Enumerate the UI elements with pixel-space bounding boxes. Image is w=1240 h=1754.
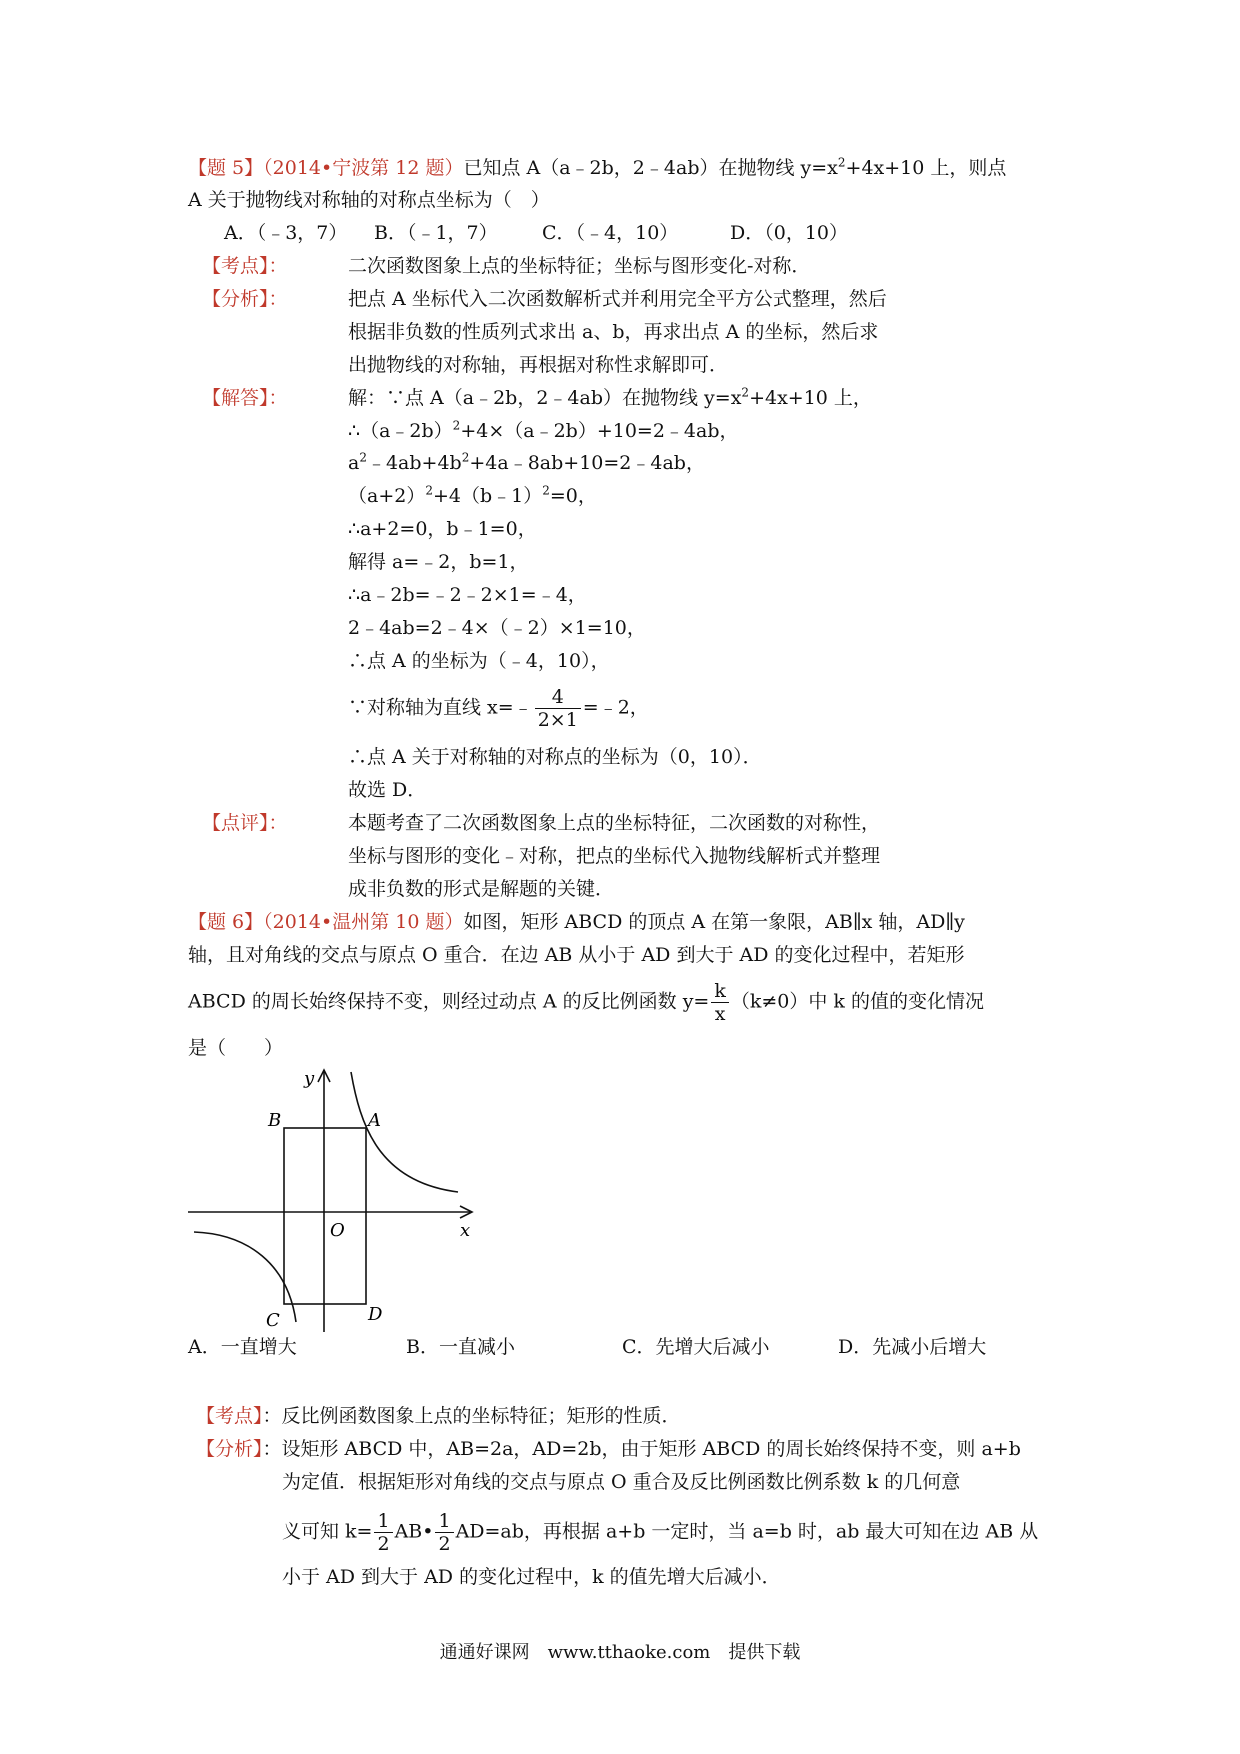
q5-sol3-b: ﹣4ab+4b	[366, 452, 462, 474]
q5-dianping-line3: 成非负数的形式是解题的关键．	[348, 878, 615, 900]
q6-fenxi3-a: 义可知 k=	[282, 1520, 373, 1543]
q6-source: （2014•温州第 10 题）	[263, 911, 464, 933]
q6-fenxi-line2: 为定值．根据矩形对角线的交点与原点 O 重合及反比例函数比例系数 k 的几何意	[282, 1471, 961, 1493]
q5-solution-line6: 解得 a=﹣2，b=1，	[348, 551, 529, 573]
q6-stem3-fraction	[711, 980, 729, 1025]
q5-sol3-sup1: 2	[359, 450, 367, 465]
q5-sol2-sup: 2	[452, 418, 461, 433]
q6-tag: 【题 6】	[188, 911, 264, 933]
x-axis	[188, 1206, 472, 1218]
page-footer: 通通好课网 www.tthaoke.com 提供下载	[439, 1642, 801, 1663]
q6-fenxi-tag: 【分析】	[196, 1438, 263, 1460]
q5-sol4-sup2: 2	[542, 483, 550, 498]
q5-sol3-sup2: 2	[461, 450, 470, 465]
q5-sol4-c: =0，	[549, 485, 597, 507]
q5-sol10-denominator: 2×1	[537, 709, 578, 731]
q5-dianping-line2: 坐标与图形的变化﹣对称，把点的坐标代入抛物线解析式并整理	[348, 845, 881, 867]
q5-sol10-b: =﹣2，	[582, 696, 649, 719]
q5-kaodian-text: 二次函数图象上点的坐标特征；坐标与图形变化-对称．	[348, 255, 811, 277]
q5-solution-line8: 2﹣4ab=2﹣4×（﹣2）×1=10，	[348, 617, 646, 639]
q6-fenxi3-fraction1-den: 2	[377, 1533, 390, 1555]
q5-sol10-numerator: 4	[535, 686, 581, 709]
q5-solution-line4	[348, 484, 597, 508]
q5-stem-text-a: 已知点 A（a﹣2b，2﹣4ab）在抛物线 y=x	[463, 157, 838, 179]
q5-solution-line9: ∴点 A 的坐标为（﹣4，10），	[348, 650, 610, 672]
q5-sol4-b: +4（b﹣1）	[432, 485, 543, 507]
q6-stem-line1	[188, 910, 965, 934]
q6-stem3-a: ABCD 的周长始终保持不变，则经过动点 A 的反比例函数 y=	[188, 990, 710, 1013]
q6-figure	[188, 1064, 488, 1334]
q5-fenxi-line1: 把点 A 坐标代入二次函数解析式并利用完全平方公式整理，然后	[348, 288, 887, 310]
label-o: O	[330, 1220, 345, 1241]
label-y: y	[304, 1068, 315, 1089]
q5-sol1-b: +4x+10 上，	[749, 387, 872, 409]
q5-dianping-line1: 本题考查了二次函数图象上点的坐标特征，二次函数的对称性，	[348, 812, 881, 834]
q6-fenxi3-fraction2	[435, 1510, 453, 1555]
q5-sol10-fraction	[535, 686, 581, 731]
q6-fenxi-text1: ：设矩形 ABCD 中，AB=2a，AD=2b，由于矩形 ABCD 的周长始终保持不变，则 a+b	[262, 1438, 1021, 1460]
q5-sol4-a: （a+2）	[348, 485, 426, 507]
q5-choice-b: B．（﹣1，7）	[374, 222, 498, 244]
y-axis	[318, 1070, 330, 1332]
q5-solution-line2	[348, 419, 739, 443]
q5-solution-line7: ∴a﹣2b=﹣2﹣2×1=﹣4，	[348, 584, 587, 606]
q6-kaodian	[196, 1404, 681, 1428]
q5-sol1-sup: 2	[741, 385, 750, 400]
q6-stem-line2: 轴，且对角线的交点与原点 O 重合．在边 AB 从小于 AD 到大于 AD 的变化过程中，若矩形	[188, 944, 965, 966]
q6-fenxi3-fraction1-num: 1	[374, 1510, 392, 1533]
q5-solution-line5: ∴a+2=0，b﹣1=0，	[348, 518, 537, 540]
q5-sol2-a: ∴（a﹣2b）	[348, 420, 453, 442]
q6-fenxi3-b: AB•	[394, 1520, 434, 1543]
q5-kaodian-tag: 【考点】：	[202, 255, 288, 277]
q6-choice-d: D．先减小后增大	[838, 1336, 987, 1358]
q5-fenxi-tag: 【分析】：	[202, 288, 288, 310]
q6-fenxi3-fraction2-den: 2	[438, 1533, 451, 1555]
hyperbola-branch-lower	[194, 1232, 296, 1322]
label-x: x	[460, 1220, 471, 1241]
q5-source: （2014•宁波第 12 题）	[263, 157, 464, 179]
q5-sol4-sup1: 2	[425, 483, 433, 498]
q6-stem3-b: （k≠0）中 k 的值的变化情况	[730, 990, 984, 1013]
q5-sol10-a: ∵对称轴为直线 x=﹣	[348, 696, 533, 719]
q5-fenxi-line2: 根据非负数的性质列式求出 a、b，再求出点 A 的坐标，然后求	[348, 321, 879, 343]
q6-fenxi-line4: 小于 AD 到大于 AD 的变化过程中，k 的值先增大后减小．	[282, 1566, 781, 1588]
q6-stem3-denominator: x	[714, 1003, 726, 1025]
q5-stem-line2: A 关于抛物线对称轴的对称点坐标为（ ）	[188, 189, 550, 211]
q6-stem3-numerator: k	[711, 980, 729, 1003]
q6-choice-a: A．一直增大	[188, 1336, 297, 1358]
q5-jieda-tag: 【解答】：	[202, 387, 288, 409]
q6-kaodian-text: ：反比例函数图象上点的坐标特征；矩形的性质．	[262, 1405, 681, 1427]
q5-fenxi-line3: 出抛物线的对称轴，再根据对称性求解即可．	[348, 354, 729, 376]
q5-sol3-a: a	[348, 452, 360, 474]
q5-solution-line12: 故选 D．	[348, 779, 427, 801]
q6-choices	[188, 1335, 986, 1359]
q6-fenxi3-fraction2-num: 1	[435, 1510, 453, 1533]
q5-sol2-b: +4×（a﹣2b）+10=2﹣4ab，	[460, 420, 739, 442]
label-d: D	[368, 1304, 383, 1325]
q6-fenxi-line3	[282, 1510, 1038, 1555]
q6-fenxi3-fraction1	[374, 1510, 392, 1555]
label-b: B	[268, 1110, 282, 1131]
q5-sol3-c: +4a﹣8ab+10=2﹣4ab，	[469, 452, 705, 474]
q5-choice-a: A．（﹣3，7）	[224, 222, 348, 244]
q5-solution-line1	[348, 386, 872, 410]
q6-stem-text: 如图，矩形 ABCD 的顶点 A 在第一象限，AB∥x 轴，AD∥y	[463, 911, 965, 933]
q5-solution-line10	[348, 686, 649, 731]
q5-stem-sup: 2	[837, 155, 846, 170]
q5-stem-text-b: +4x+10 上，则点	[845, 157, 1007, 179]
q5-solution-line11: ∴点 A 关于对称轴的对称点的坐标为（0，10）．	[348, 746, 762, 768]
rectangle-abcd	[284, 1128, 366, 1304]
q5-stem-line1	[188, 156, 1006, 180]
q5-choices	[224, 221, 848, 245]
q5-dianping-tag: 【点评】：	[202, 812, 288, 834]
q6-choice-c: C．先增大后减小	[622, 1336, 770, 1358]
q6-stem-line4: 是（ ）	[188, 1037, 284, 1059]
label-c: C	[266, 1310, 280, 1331]
q5-sol1-a: 解：∵点 A（a﹣2b，2﹣4ab）在抛物线 y=x	[348, 387, 742, 409]
q6-stem-line3	[188, 980, 984, 1025]
q6-kaodian-tag: 【考点】	[196, 1405, 263, 1427]
q5-solution-line3	[348, 451, 705, 475]
q5-choice-c: C．（﹣4，10）	[542, 222, 679, 244]
q5-choice-d: D．（0，10）	[730, 222, 848, 244]
q6-choice-b: B．一直减小	[406, 1336, 515, 1358]
q5-tag: 【题 5】	[188, 157, 264, 179]
q6-fenxi-line1	[196, 1437, 1021, 1461]
hyperbola-branch-upper	[351, 1072, 458, 1192]
label-a: A	[368, 1110, 381, 1131]
q6-fenxi3-c: AD=ab，再根据 a+b 一定时，当 a=b 时，ab 最大可知在边 AB 从	[455, 1520, 1039, 1543]
